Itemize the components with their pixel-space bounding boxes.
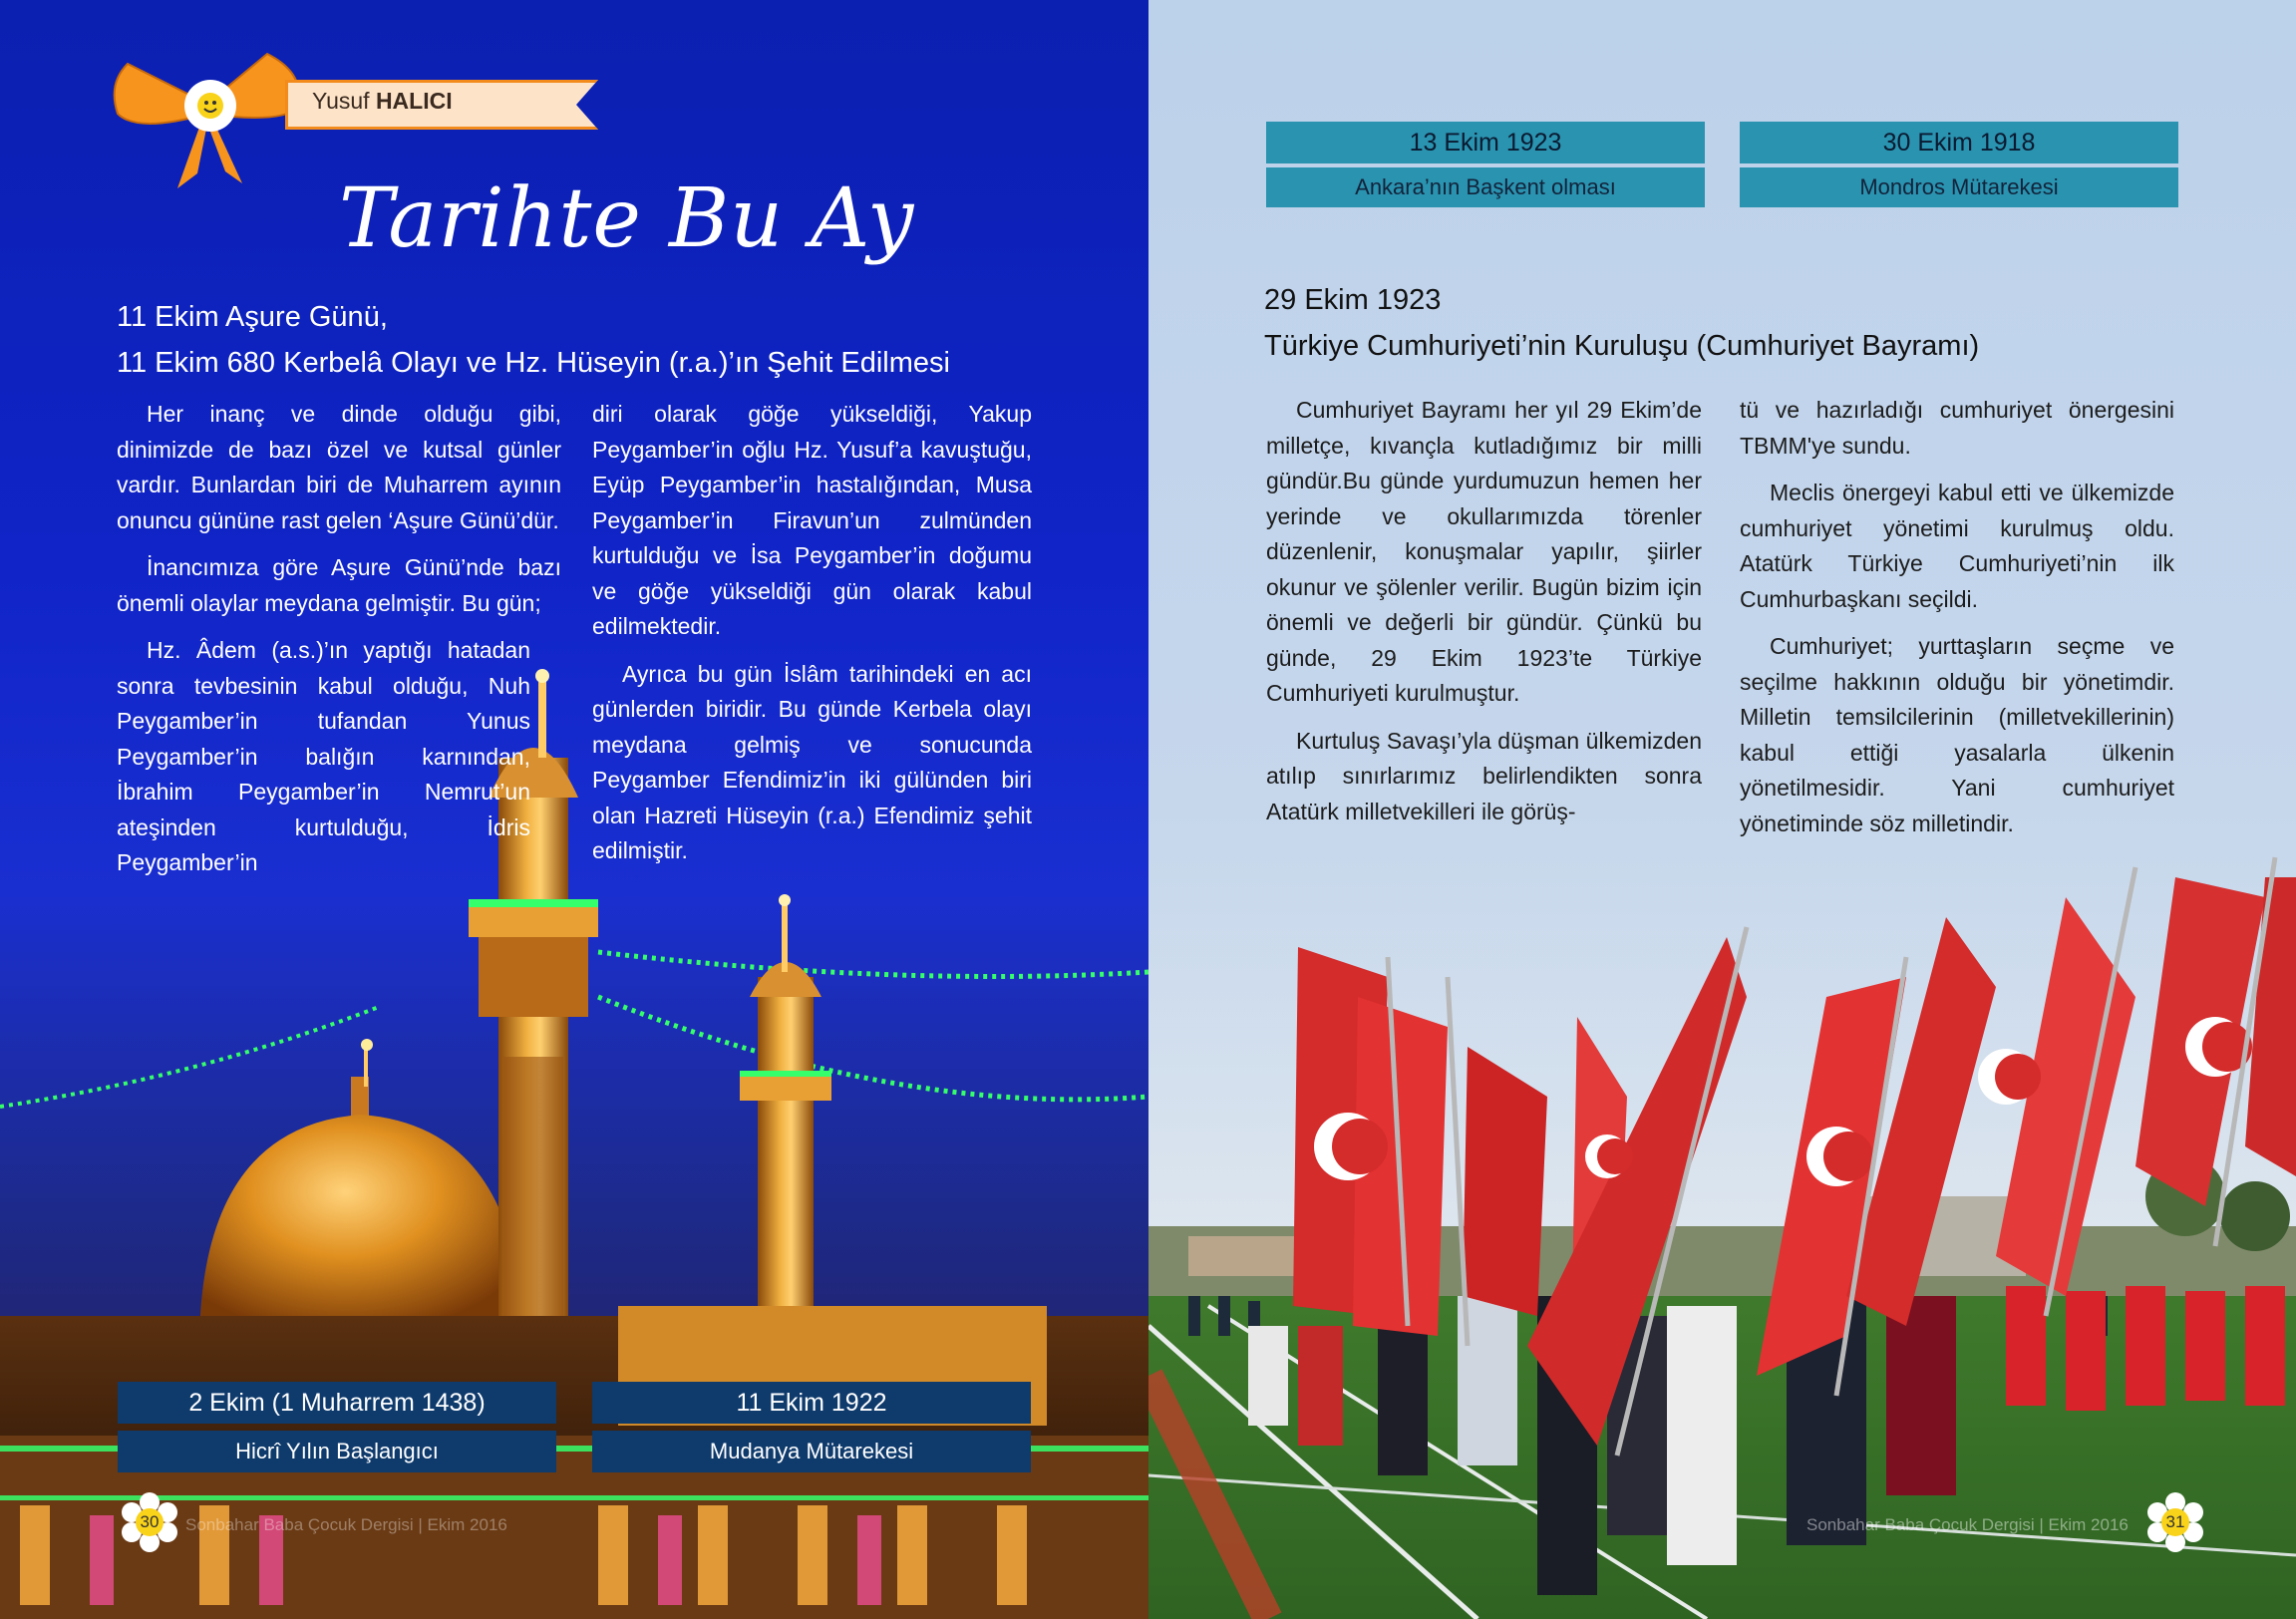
right-column-1 bbox=[1266, 393, 1702, 841]
right-column-2 bbox=[1740, 393, 2174, 853]
left-column-1 bbox=[117, 397, 561, 893]
paragraph: Ayrıca bu gün İslâm tarihindeki en acı günlerden biridir. Bu günde Kerbela olayı meydana gelmiş ve sonucunda Peygamber Efendimiz’in iki gülünden biri olan Hazreti Hüseyin (r.a.) Efendimiz şehit edilmiştir. bbox=[592, 660, 1032, 863]
page-number: 31 bbox=[2165, 1512, 2185, 1531]
heading-line-1: 11 Ekim Aşure Günü, bbox=[117, 301, 388, 333]
info-box-event: Hicrî Yılın Başlangıcı bbox=[118, 1431, 556, 1472]
paragraph: Hz. Âdem (a.s.)’ın yaptığı hatadan sonra tevbesinin kabul olduğu, Nuh Peygamber’in tufandan Yunus Peygamber’in balığın karnından, İbrahim Peygamber’in Nemrut’un ateşinden kurtulduğu, İdris Peygamber’in bbox=[117, 637, 530, 875]
article-heading-left bbox=[117, 294, 950, 386]
left-column-2 bbox=[592, 397, 1032, 881]
heading-line-2: 11 Ekim 680 Kerbelâ Olayı ve Hz. Hüseyin (r.a.)’ın Şehit Edilmesi bbox=[117, 347, 950, 379]
page-title: Tarihte Bu Ay bbox=[339, 171, 915, 266]
paragraph: Kurtuluş Savaşı’yla düşman ülkemizden atılıp sınırlarımız belirlendikten sonra Atatürk milletvekilleri ile görüş- bbox=[1266, 727, 1702, 824]
info-box-event: Ankara’nın Başkent olması bbox=[1266, 167, 1705, 207]
info-box-date: 13 Ekim 1923 bbox=[1266, 122, 1705, 163]
bow-icon bbox=[108, 44, 307, 193]
footer-text: Sonbahar Baba Çocuk Dergisi | Ekim 2016 bbox=[185, 1515, 507, 1534]
paragraph: İnancımıza göre Aşure Günü’nde bazı önemli olaylar meydana gelmiştir. Bu gün; bbox=[117, 554, 561, 616]
footer-text: Sonbahar Baba Çocuk Dergisi | Ekim 2016 bbox=[1806, 1515, 2129, 1534]
right-page bbox=[1148, 0, 2296, 1619]
paragraph: Meclis önergeyi kabul etti ve ülkemizde cumhuriyet yönetimi kurulmuş oldu. Atatürk Türkiye Cumhuriyeti’nin ilk Cumhurbaşkanı seçildi. bbox=[1740, 480, 2174, 612]
info-box-date: 30 Ekim 1918 bbox=[1740, 122, 2178, 163]
paragraph: Cumhuriyet Bayramı her yıl 29 Ekim’de milletçe, kıvançla kutladığımız bir milli gündür.Bu günde yurdumuzun hemen her yerinde ve okullarımızda törenler düzenlenir, konuşmalar yapılır, şiirler okunur ve şölenler verilir. Bugün bizim için önemli ve değerli bir gündür. Çünkü bu günde, 29 Ekim 1923’te Türkiye Cumhuriyeti kurulmuştur. bbox=[1266, 397, 1702, 706]
paragraph: Her inanç ve dinde olduğu gibi, dinimizde de bazı özel ve kutsal günler vardır. Bunlardan biri de Muharrem ayının onuncu gününe rast gelen ‘Aşure Günü’dür. bbox=[117, 401, 561, 533]
info-box-date: 2 Ekim (1 Muharrem 1438) bbox=[118, 1382, 556, 1424]
article-heading-right bbox=[1264, 277, 1979, 369]
author-name: Yusuf HALICI bbox=[312, 88, 453, 114]
info-box-event: Mondros Mütarekesi bbox=[1740, 167, 2178, 207]
heading-line-1: 29 Ekim 1923 bbox=[1264, 284, 1442, 316]
heading-line-2: Türkiye Cumhuriyeti’nin Kuruluşu (Cumhuriyet Bayramı) bbox=[1264, 330, 1980, 362]
info-box-event: Mudanya Mütarekesi bbox=[592, 1431, 1031, 1472]
page-number: 30 bbox=[140, 1512, 160, 1531]
info-box-date: 11 Ekim 1922 bbox=[592, 1382, 1031, 1424]
paragraph: Cumhuriyet; yurttaşların seçme ve seçilme hakkının olduğu bir yönetimdir. Milletin temsilcilerinin (milletvekillerinin) kabul ettiği yasalarla ülkenin yönetilmesidir. Yani cumhuriyet yönetiminde söz milletindir. bbox=[1740, 633, 2174, 836]
paragraph: tü ve hazırladığı cumhuriyet önergesini TBMM'ye sundu. bbox=[1740, 397, 2174, 459]
paragraph: diri olarak göğe yükseldiği, Yakup Peygamber’in oğlu Hz. Yusuf’a kavuştuğu, Eyüp Peygamber’in hastalığından, Musa Peygamber’in Firavun’un zulmünden kurtulduğu ve İsa Peygamber’in doğumu ve göğe yükseldiği gün olarak kabul edilmektedir. bbox=[592, 401, 1032, 639]
